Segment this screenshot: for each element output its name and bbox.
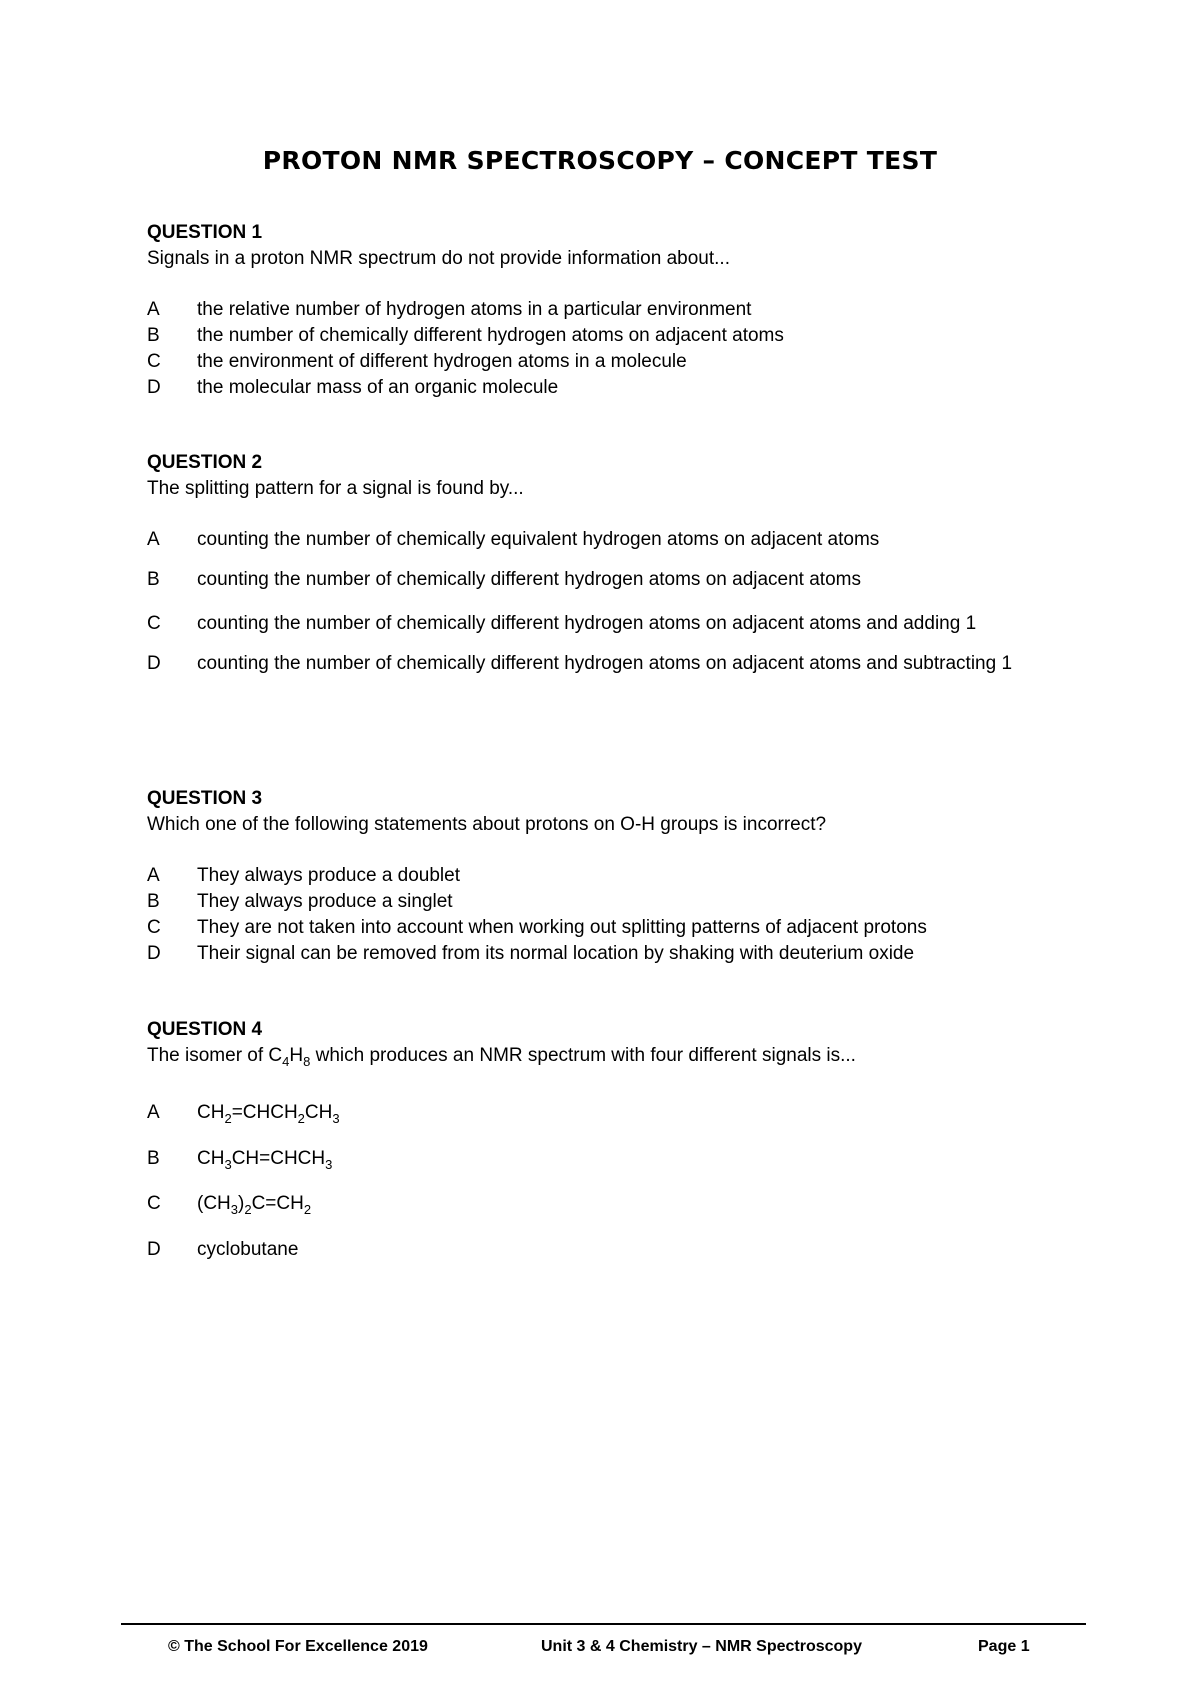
option-text: They are not taken into account when working out splitting patterns of adjacent protons xyxy=(197,917,927,938)
option-letter: D xyxy=(147,653,161,674)
question-heading: QUESTION 3 xyxy=(147,788,263,809)
option-text: counting the number of chemically different hydrogen atoms on adjacent atoms xyxy=(197,569,861,590)
question-stem: Signals in a proton NMR spectrum do not provide information about... xyxy=(147,248,730,269)
question-heading: QUESTION 2 xyxy=(147,452,263,473)
question-stem: The isomer of $C_4H_8$ which produces an NMR spectrum with four different signals is... xyxy=(147,1045,856,1069)
option-c xyxy=(147,1191,1097,1223)
option-text: the number of chemically different hydrogen atoms on adjacent atoms xyxy=(197,325,784,346)
option-b xyxy=(147,1146,1097,1178)
footer-divider xyxy=(121,1623,1086,1625)
option-letter: C xyxy=(147,351,161,372)
footer-course: Unit 3 & 4 Chemistry – NMR Spectroscopy xyxy=(541,1638,862,1655)
question-heading: QUESTION 4 xyxy=(147,1019,263,1040)
option-text: counting the number of chemically different hydrogen atoms on adjacent atoms and subtracting 1 xyxy=(197,653,1013,674)
question-4 xyxy=(147,1018,1097,1263)
option-d xyxy=(147,1237,1097,1263)
option-b xyxy=(147,323,1097,349)
option-formula: $(CH_3)_2C=CH_2$ xyxy=(197,1193,312,1218)
option-text: counting the number of chemically equivalent hydrogen atoms on adjacent atoms xyxy=(197,529,880,550)
question-1 xyxy=(147,221,1097,401)
question-stem: Which one of the following statements about protons on O-H groups is incorrect? xyxy=(147,814,827,835)
option-text: They always produce a singlet xyxy=(197,891,453,912)
option-text: cyclobutane xyxy=(197,1239,299,1261)
option-d xyxy=(147,651,1097,677)
option-a xyxy=(147,297,1097,323)
option-c xyxy=(147,915,1097,941)
option-c xyxy=(147,349,1097,375)
option-letter: B xyxy=(147,569,160,590)
option-d xyxy=(147,941,1097,967)
option-text: They always produce a doublet xyxy=(197,865,460,886)
option-text: the molecular mass of an organic molecule xyxy=(197,377,559,398)
option-text: the environment of different hydrogen atoms in a molecule xyxy=(197,351,687,372)
question-2 xyxy=(147,451,1097,677)
option-letter: B xyxy=(147,891,160,912)
option-b xyxy=(147,567,1097,593)
option-letter: A xyxy=(147,529,160,550)
option-text: the relative number of hydrogen atoms in a particular environment xyxy=(197,299,752,320)
option-d xyxy=(147,375,1097,401)
page-title: PROTON NMR SPECTROSCOPY – CONCEPT TEST xyxy=(262,146,938,175)
option-letter: A xyxy=(147,865,160,886)
option-letter: C xyxy=(147,917,161,938)
option-a xyxy=(147,863,1097,889)
option-c xyxy=(147,611,1097,637)
option-letter: A xyxy=(147,1101,160,1123)
option-b xyxy=(147,889,1097,915)
footer-copyright: © The School For Excellence 2019 xyxy=(168,1638,428,1655)
question-heading: QUESTION 1 xyxy=(147,222,263,243)
option-letter: C xyxy=(147,613,161,634)
option-text: counting the number of chemically different hydrogen atoms on adjacent atoms and adding 1 xyxy=(197,613,977,634)
question-3 xyxy=(147,787,1097,967)
footer-page-number: Page 1 xyxy=(978,1638,1030,1655)
option-letter: D xyxy=(147,1239,161,1261)
option-letter: D xyxy=(147,943,161,964)
option-a xyxy=(147,1100,1097,1132)
option-letter: D xyxy=(147,377,161,398)
option-letter: A xyxy=(147,299,160,320)
option-a xyxy=(147,527,1097,553)
option-letter: B xyxy=(147,1147,160,1169)
option-formula: $CH_3CH=CHCH_3$ xyxy=(197,1147,333,1172)
option-formula: $CH_2=CHCH_2CH_3$ xyxy=(197,1101,340,1126)
option-letter: B xyxy=(147,325,160,346)
option-letter: C xyxy=(147,1193,161,1215)
question-stem: The splitting pattern for a signal is found by... xyxy=(147,478,524,499)
option-text: Their signal can be removed from its normal location by shaking with deuterium oxide xyxy=(197,943,915,964)
